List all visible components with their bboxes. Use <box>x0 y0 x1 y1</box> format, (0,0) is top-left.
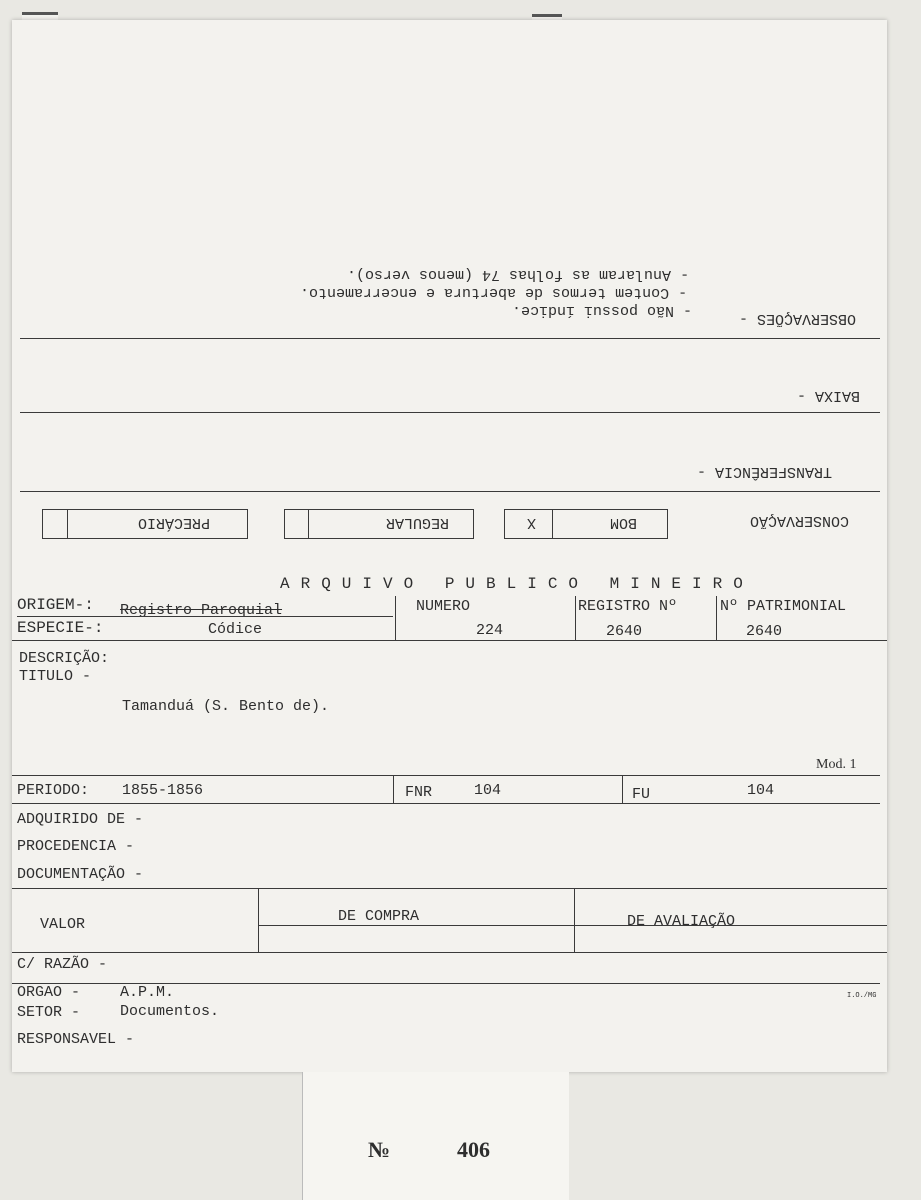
titulo-label: TITULO - <box>19 668 92 685</box>
especie-value: Códice <box>208 621 263 638</box>
observacoes-line-3: - Anularam as folhas 74 (menos verso). <box>347 266 690 283</box>
bom-mark: X <box>527 514 537 531</box>
printer-mark: I.O./MG <box>847 992 877 1000</box>
fnr-label: FNR <box>405 784 433 801</box>
valor-label: VALOR <box>40 916 86 933</box>
conservacao-label: CONSERVAÇÃO <box>750 512 850 529</box>
rule-baixa <box>20 412 880 413</box>
rule-periodo-top <box>12 775 880 776</box>
numero-label: NUMERO <box>416 598 471 615</box>
bom-label: BOM <box>610 514 638 531</box>
regular-divider <box>308 509 309 539</box>
rule-transferencia <box>20 491 880 492</box>
rule-observacoes <box>20 338 880 339</box>
form-model-label: Mod. 1 <box>816 757 857 772</box>
avaliacao-label: DE AVALIAÇÃO <box>627 913 736 930</box>
fu-divider <box>622 775 623 803</box>
record-card <box>12 20 887 1072</box>
rule-origem <box>17 616 393 617</box>
patrimonial-value: 2640 <box>746 623 783 640</box>
rule-valor-mid <box>258 925 887 926</box>
bom-divider <box>552 509 553 539</box>
registro-divider <box>575 596 576 640</box>
descricao-label: DESCRIÇÃO: <box>19 650 110 667</box>
number-slip <box>302 1072 569 1200</box>
responsavel-label: RESPONSAVEL - <box>17 1031 135 1048</box>
procedencia-label: PROCEDENCIA - <box>17 838 135 855</box>
periodo-value: 1855-1856 <box>122 782 204 799</box>
observacoes-line-2: - Contem termos de abertura e encerramento. <box>300 284 688 301</box>
number-sign: № <box>368 1137 391 1162</box>
orgao-label: ORGAO - <box>17 984 81 1001</box>
patrimonial-divider <box>716 596 717 640</box>
orgao-value: A.P.M. <box>120 984 175 1001</box>
registro-value: 2640 <box>606 623 643 640</box>
fu-label: FU <box>632 786 651 803</box>
rule-periodo-bottom <box>12 803 880 804</box>
rule-valor-top <box>12 888 887 889</box>
rule-header-bottom <box>12 640 887 641</box>
origem-value: Registro Paroquial <box>120 602 283 619</box>
origem-label: ORIGEM-: <box>17 596 94 614</box>
numero-divider <box>395 596 396 640</box>
razao-label: C/ RAZÃO - <box>17 956 108 973</box>
precario-label: PRECÁRIO <box>138 514 211 531</box>
fu-value: 104 <box>747 782 775 799</box>
fnr-divider <box>393 775 394 803</box>
patrimonial-label: Nº PATRIMONIAL <box>720 598 847 615</box>
numero-value: 224 <box>476 622 504 639</box>
documentacao-label: DOCUMENTAÇÃO - <box>17 866 144 883</box>
observacoes-label: OBSERVAÇÕES - <box>739 310 857 327</box>
registro-label: REGISTRO Nº <box>578 598 678 615</box>
precario-divider <box>67 509 68 539</box>
setor-label: SETOR - <box>17 1004 81 1021</box>
especie-label: ESPECIE-: <box>17 619 104 637</box>
fnr-value: 104 <box>474 782 502 799</box>
valor-divider-2 <box>574 888 575 952</box>
adquirido-label: ADQUIRIDO DE - <box>17 811 144 828</box>
rule-valor-bottom <box>12 952 887 953</box>
baixa-label: BAIXA - <box>797 387 861 404</box>
record-number: 406 <box>457 1137 490 1162</box>
valor-divider-1 <box>258 888 259 952</box>
archive-title: ARQUIVO PUBLICO MINEIRO <box>280 575 754 593</box>
compra-label: DE COMPRA <box>338 908 420 925</box>
observacoes-line-1: - Não possui índice. <box>512 302 693 319</box>
regular-label: REGULAR <box>386 514 450 531</box>
titulo-value: Tamanduá (S. Bento de). <box>122 698 330 715</box>
periodo-label: PERIODO: <box>17 782 90 799</box>
transferencia-label: TRANSFERÊNCIA - <box>697 463 833 480</box>
setor-value: Documentos. <box>120 1003 220 1020</box>
